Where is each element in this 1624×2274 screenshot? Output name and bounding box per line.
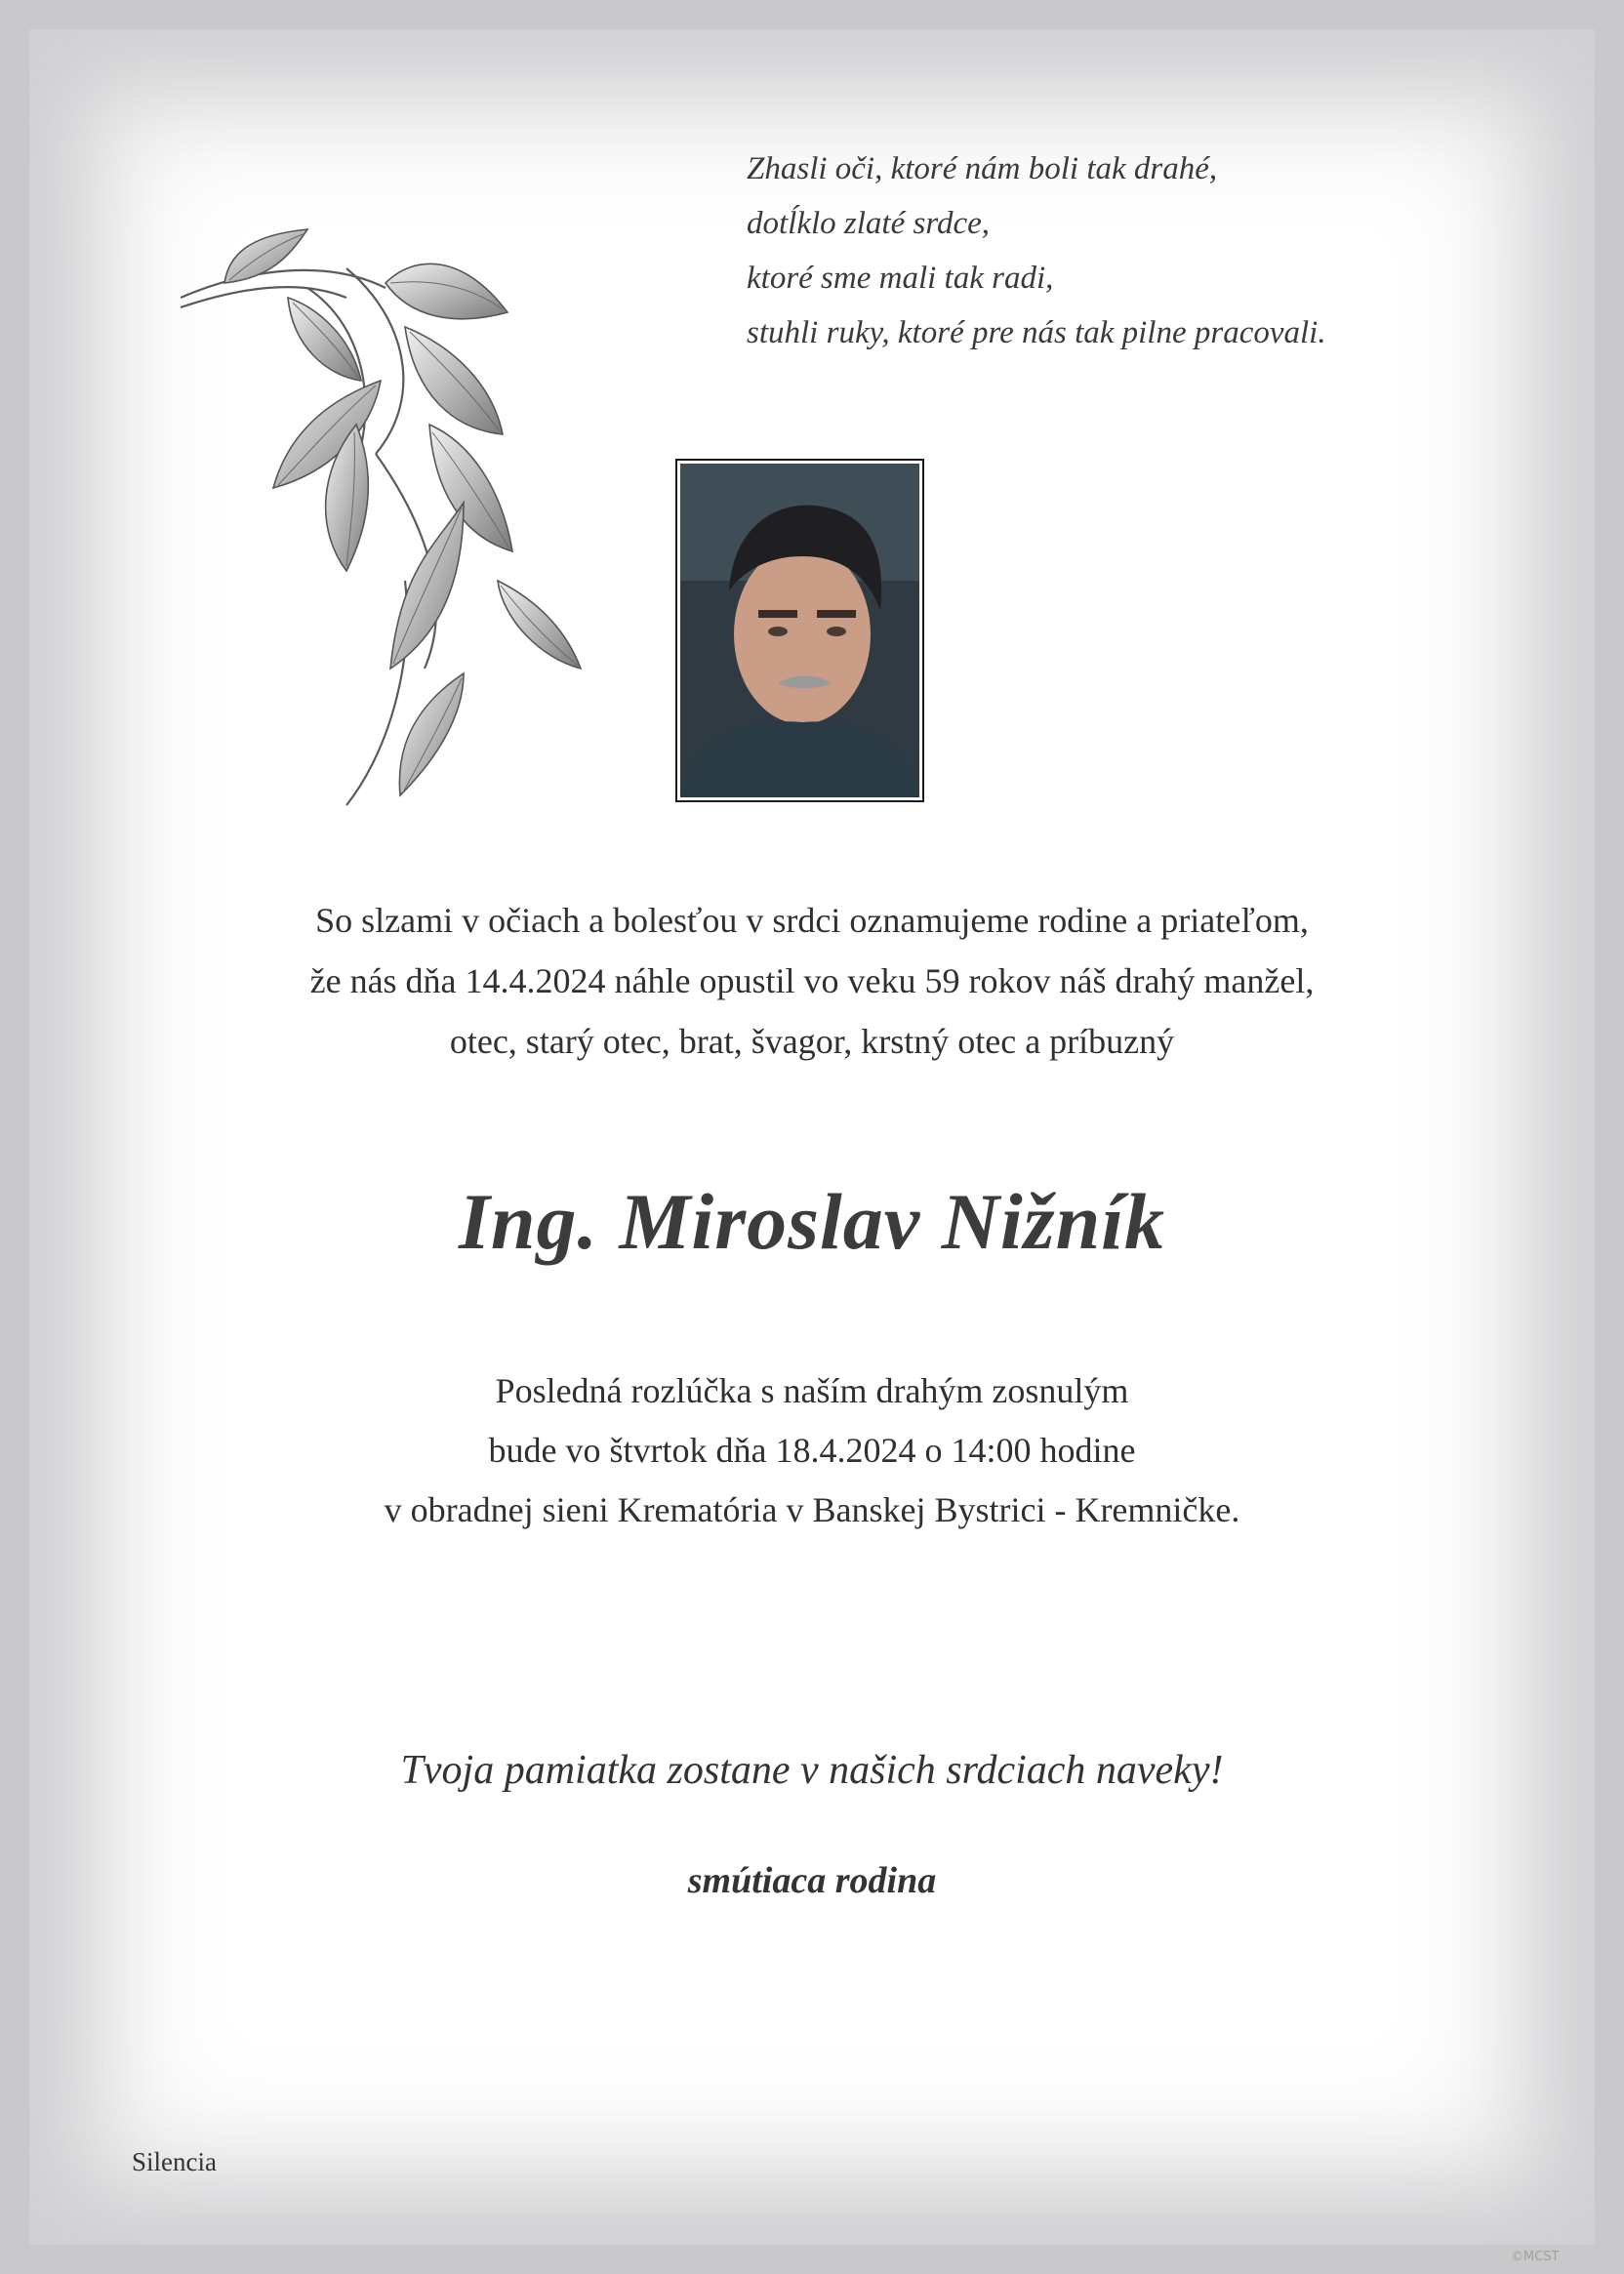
memorial-motto: Tvoja pamiatka zostane v našich srdciach naveky! <box>400 1748 1224 1793</box>
announcement-line: So slzami v očiach a bolesťou v srdci oznamujeme rodine a priateľom, <box>315 901 1309 940</box>
announcement-line: že nás dňa 14.4.2024 náhle opustil vo veku 59 rokov náš drahý manžel, <box>309 961 1315 1000</box>
leaf-branch-icon <box>171 210 600 815</box>
publisher-brand: Silencia <box>132 2147 217 2176</box>
portrait-photo-frame <box>675 459 924 802</box>
portrait-photo <box>680 464 919 797</box>
poem-line: dotĺklo zlaté srdce, <box>747 206 990 241</box>
announcement-text <box>0 890 1624 1072</box>
poem-line: stuhli ruky, ktoré pre nás tak pilne pracovali. <box>747 315 1326 350</box>
poem-line: Zhasli oči, ktoré nám boli tak drahé, <box>747 151 1218 186</box>
family-signature: smútiaca rodina <box>687 1860 937 1901</box>
announcement-line: otec, starý otec, brat, švagor, krstný otec a príbuzný <box>449 1022 1175 1061</box>
funeral-line: bude vo štvrtok dňa 18.4.2024 o 14:00 hodine <box>488 1431 1136 1470</box>
funeral-details <box>0 1361 1624 1540</box>
funeral-line: Posledná rozlúčka s naším drahým zosnulým <box>495 1371 1129 1410</box>
watermark: ©MCST <box>1511 2250 1560 2264</box>
deceased-name: Ing. Miroslav Nižník <box>458 1177 1165 1266</box>
funeral-line: v obradnej sieni Krematória v Banskej Bystrici - Kremničke. <box>384 1490 1240 1529</box>
poem <box>747 142 1326 360</box>
poem-line: ktoré sme mali tak radi, <box>747 261 1054 296</box>
